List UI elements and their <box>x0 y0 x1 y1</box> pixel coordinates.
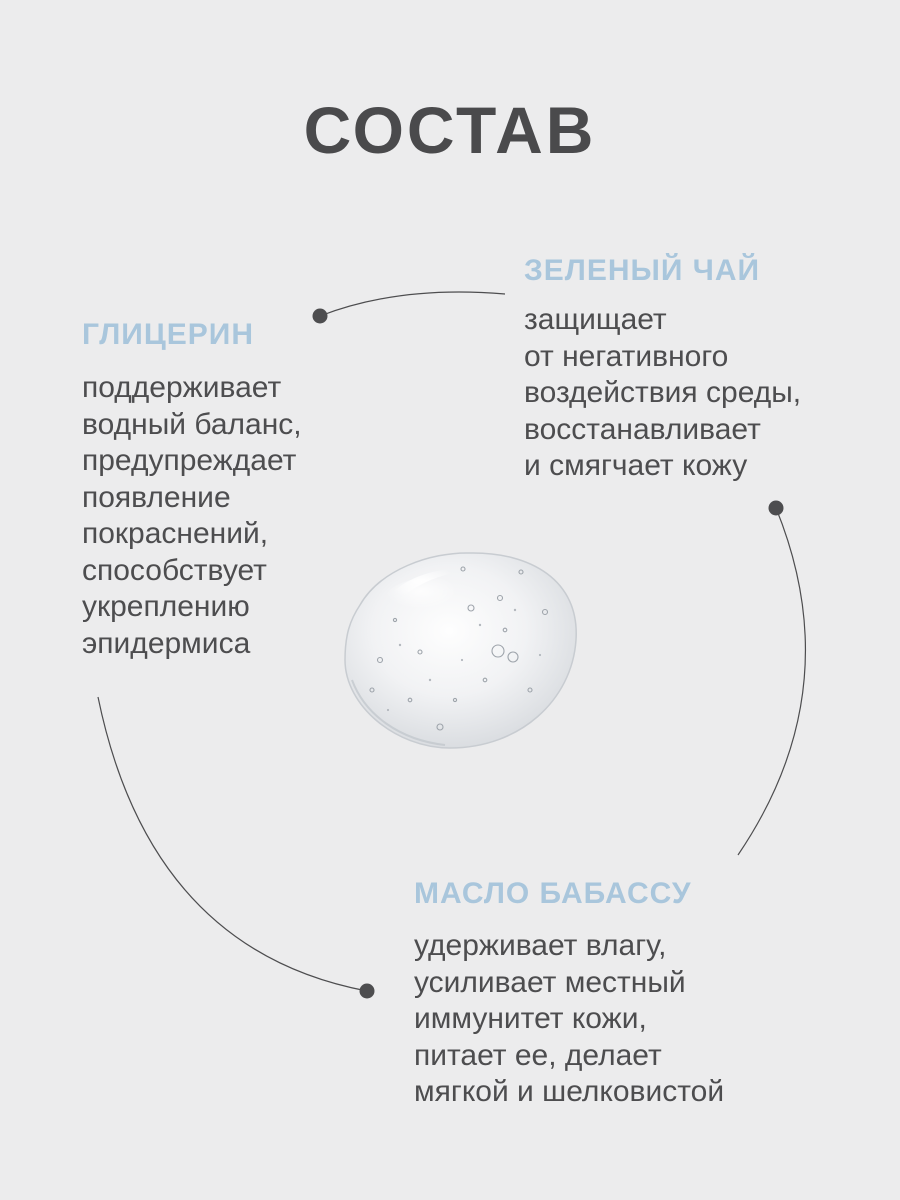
connector-arc-top <box>320 292 505 316</box>
gel-drop-image <box>345 553 576 748</box>
ingredient-name-glycerin: ГЛИЦЕРИН <box>82 318 255 351</box>
ingredient-name-green-tea: ЗЕЛЕНЫЙ ЧАЙ <box>524 254 761 287</box>
connector-arc-right <box>738 508 805 855</box>
ingredient-name-babassu-oil: МАСЛО БАБАССУ <box>414 877 692 910</box>
ingredient-description-green-tea: защищает от негативного воздействия среды, восстанавливает и смягчает кожу <box>524 303 802 482</box>
ingredient-description-babassu-oil: удерживает влагу, усиливает местный иммунитет кожи, питает ее, делает мягкой и шелковистой <box>414 929 725 1108</box>
connector-dot <box>313 309 328 324</box>
page-title: СОСТАВ <box>303 93 597 167</box>
connector-arc-left <box>98 697 367 991</box>
connector-dot <box>769 501 784 516</box>
connector-dot <box>360 984 375 999</box>
ingredient-description-glycerin: поддерживает водный баланс, предупреждает появление покраснений, способствует укреплению эпидермиса <box>82 371 302 660</box>
